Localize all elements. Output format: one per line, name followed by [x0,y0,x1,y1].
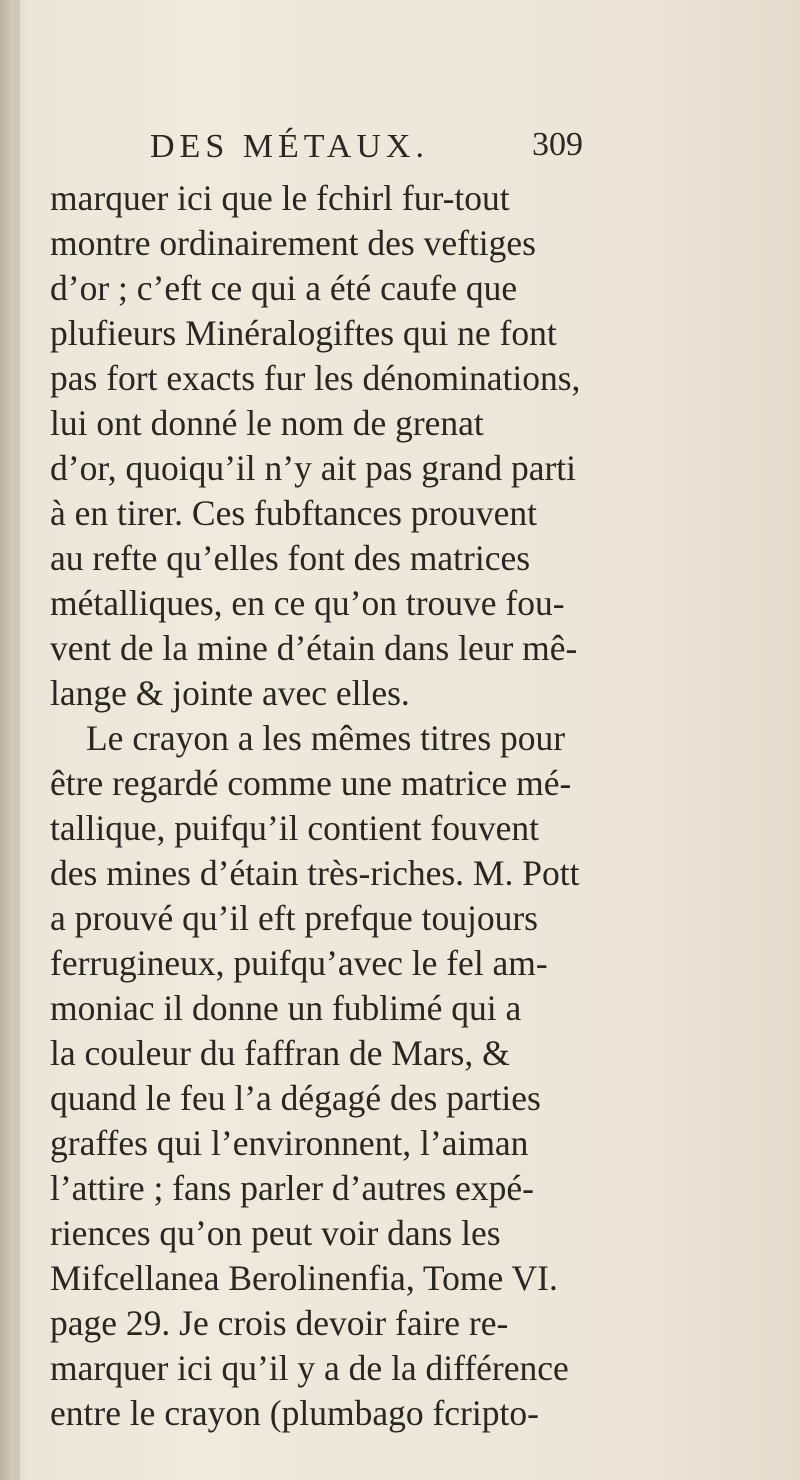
paragraph-start-line: Le crayon a les mêmes titres pour [86,718,566,758]
text-line: l’attire ; fans parler d’autres expé- [50,1168,534,1208]
text-line: des mines d’étain très-riches. M. Pott [50,853,580,893]
text-line: Mifcellanea Berolinenfia, Tome VI. [50,1258,558,1298]
text-line: page 29. Je crois devoir faire re- [50,1303,509,1343]
text-line: tallique, puifqu’il contient fouvent [50,808,539,848]
text-line: être regardé comme une matrice mé- [50,763,572,803]
text-line: plufieurs Minéralogiftes qui ne font [50,313,557,353]
page-header [150,122,583,170]
text-line: au refte qu’elles font des matrices [50,538,531,578]
page-edge-shadow [14,0,20,1480]
text-line: à en tirer. Ces fubftances prouvent [50,493,537,533]
text-line: ferrugineux, puifqu’avec le fel am- [50,943,548,983]
text-line: lui ont donné le nom de grenat [50,403,484,443]
body-text [50,176,580,1436]
page-gutter [0,0,14,1480]
text-line: quand le feu l’a dégagé des parties [50,1078,541,1118]
text-line: montre ordinairement des veftiges [50,223,536,263]
text-line: marquer ici qu’il y a de la différence [50,1348,569,1388]
text-line: d’or, quoiqu’il n’y ait pas grand parti [50,448,577,488]
text-line: riences qu’on peut voir dans les [50,1213,501,1253]
text-line: moniac il donne un fublimé qui a [50,988,522,1028]
text-line: d’or ; c’eft ce qui a été caufe que [50,268,518,308]
text-line: entre le crayon (plumbago fcripto- [50,1393,539,1433]
text-line: la couleur du faffran de Mars, & [50,1033,510,1073]
text-line: pas fort exacts fur les dénominations, [50,358,581,398]
page-number: 309 [532,126,583,163]
text-line: métalliques, en ce qu’on trouve fou- [50,583,565,623]
running-head: DES MÉTAUX. [150,128,429,165]
text-line: marquer ici que le fchirl fur-tout [50,178,510,218]
text-line: a prouvé qu’il eft prefque toujours [50,898,538,938]
text-line: graffes qui l’environnent, l’aiman [50,1123,529,1163]
text-line: lange & jointe avec elles. [50,673,410,713]
text-line: vent de la mine d’étain dans leur mê- [50,628,578,668]
